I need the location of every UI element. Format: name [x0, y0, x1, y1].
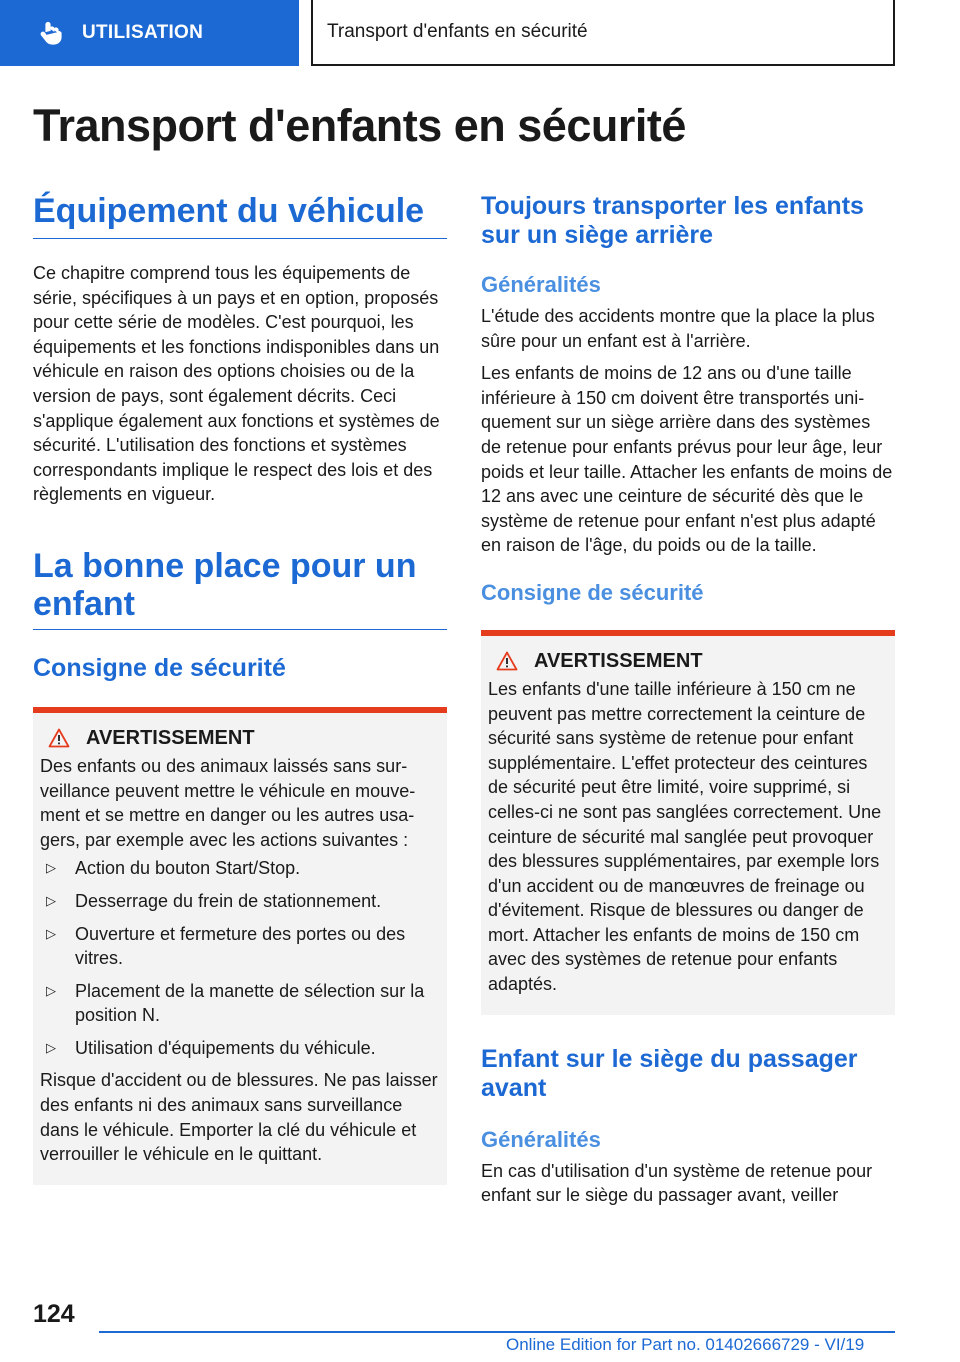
warning-text: Les enfants d'une taille inférieure à 150 cm ne peuvent pas mettre correctement la ceinture de sécurité sans système de retenue pour enfant supplémentaire. L'effet protecteur des ceintures de sécurité peut être limité, voire supprimé, si celles-ci ne sont pas sanglées correctement. Une ceinture de sécurité mal sanglée peut provoquer des blessures supplémentaires, par exemple lors d'un accident ou de manœuvres de freinage ou d'évitement. Risque de blessures ou danger de mort. Attacher les enfants de moins de 150 cm avec des systèmes de retenue pour enfants adaptés. — [488, 678, 882, 995]
section-tab[interactable] — [0, 0, 299, 66]
warning-list — [40, 856, 439, 1060]
warning-box-left — [33, 707, 447, 1185]
heading-rule — [33, 238, 447, 239]
warning-header — [488, 650, 887, 673]
heading-consigne-left: Consigne de sécurité — [33, 653, 286, 682]
heading-generalites-2: Généralités — [481, 1126, 601, 1152]
list-item — [40, 889, 439, 914]
list-item-text: Placement de la manette de sélection sur la position N. — [75, 980, 425, 1026]
warning-box-right — [481, 630, 895, 1015]
heading-enfant-passager: Enfant sur le siège du passager avant — [481, 1044, 858, 1102]
list-item-text: Action du bouton Start/Stop. — [75, 858, 301, 879]
page-number: 124 — [33, 1300, 75, 1328]
heading-rule — [33, 629, 447, 630]
edition-note: Online Edition for Part no. 01402666729 - VI/19 — [506, 1335, 865, 1354]
list-item — [40, 922, 439, 971]
warning-triangle-icon — [496, 651, 518, 671]
list-item-text: Ouverture et fermeture des portes ou des vitres. — [75, 923, 406, 969]
heading-consigne-right: Consigne de sécurité — [481, 579, 704, 605]
footer-rule — [99, 1331, 895, 1333]
breadcrumb: Transport d'enfants en sécurité — [311, 0, 895, 66]
page-header — [0, 0, 960, 66]
warning-header — [40, 727, 439, 750]
page-title: Transport d'enfants en sécurité — [33, 100, 686, 151]
left-column — [33, 192, 447, 1185]
bullet-triangle-icon: ▷ — [46, 982, 56, 998]
warning-intro: Des enfants ou des animaux laissés sans surveillance peuvent mettre le véhicule en mouvement et se mettre en danger ou les autres usagers, par exemple avec les actions suivantes : — [40, 755, 416, 850]
warning-title: AVERTISSEMENT — [86, 726, 255, 749]
section-label: UTILISATION — [82, 22, 204, 43]
heading-bonne-place: La bonne place pour un enfant — [33, 546, 417, 623]
warning-title: AVERTISSEMENT — [534, 649, 703, 672]
bullet-triangle-icon: ▷ — [46, 892, 56, 908]
paragraph-generalites-1b: Les enfants de moins de 12 ans ou d'une taille inférieure à 150 cm doivent être transportés uniquement sur un siège arrière dans des systèmes de retenue pour enfants prévus pour leur âge, leur poids et leur taille. Attacher les enfants de moins de 12 ans avec une ceinture de sécurité dès que le système de retenue pour enfant n'est plus adapté en raison de l'âge, du poids ou de la taille. — [481, 363, 893, 556]
list-item — [40, 1036, 439, 1061]
paragraph-generalites-1a: L'étude des accidents montre que la place la plus sûre pour un enfant est à l'arrière. — [481, 306, 875, 351]
right-column — [481, 192, 895, 1208]
heading-toujours: Toujours transporter les enfants sur un siège arrière — [481, 192, 864, 249]
hand-touch-icon — [38, 20, 64, 46]
list-item-text: Utilisation d'équipements du véhicule. — [75, 1037, 376, 1058]
list-item — [40, 979, 439, 1028]
bullet-triangle-icon: ▷ — [46, 1039, 56, 1055]
paragraph-equipement: Ce chapitre comprend tous les équipements de série, spécifiques à un pays et en option, proposés pour cette série de modèles. C'est pourquoi, les équipements et les fonctions indisponibles dans un véhicule en raison des options choisies ou de la version de pays, sont également décrits. Ceci s'applique également aux fonctions et systèmes de sécurité. L'utilisation des fonctions et systèmes correspondants implique le respect des lois et des règlements en vigueur. — [33, 263, 440, 505]
heading-generalites-1: Généralités — [481, 272, 601, 297]
bullet-triangle-icon: ▷ — [46, 925, 56, 941]
warning-outro: Risque d'accident ou de blessures. Ne pas laisser des enfants ni des animaux sans surveillance dans le véhicule. Emporter la clé du véhicule et verrouiller le véhicule en le quittant. — [40, 1070, 438, 1165]
warning-triangle-icon — [48, 728, 70, 748]
list-item — [40, 856, 439, 881]
list-item-text: Desserrage du frein de stationnement. — [75, 890, 382, 911]
paragraph-generalites-2: En cas d'utilisation d'un système de retenue pour enfant sur le siège du passager avant, veiller — [481, 1160, 873, 1206]
heading-equipement: Équipement du véhicule — [33, 192, 425, 230]
bullet-triangle-icon: ▷ — [46, 860, 56, 876]
